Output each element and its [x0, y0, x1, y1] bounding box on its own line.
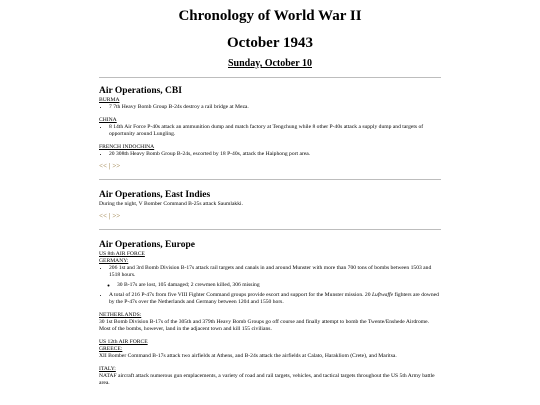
- link-china[interactable]: CHINA: [99, 117, 117, 123]
- prev-arrow-icon[interactable]: <<: [99, 211, 107, 220]
- nav-separator: |: [108, 211, 111, 220]
- link-8th-air-force[interactable]: US 8th AIR FORCE: [99, 251, 145, 257]
- section-heading-east-indies: Air Operations, East Indies: [99, 190, 211, 200]
- list-germany-sub: [99, 282, 441, 289]
- section-heading-europe: Air Operations, Europe: [99, 240, 195, 250]
- list-french-indochina: [99, 151, 441, 158]
- link-12th-air-force[interactable]: US 12th AIR FORCE: [99, 339, 148, 345]
- list-item: • 7 7th Heavy Bomb Group B-24s destroy a rail bridge at Meza.: [109, 104, 441, 111]
- italy-text: NATAF aircraft attack numerous gun emplacements, a variety of road and rail targets, vehicles, and tactical targets throughout the US 5th Army battle area.: [99, 373, 435, 386]
- nav-arrows-cbi: [99, 161, 441, 171]
- link-french-indochina[interactable]: FRENCH INDOCHINA: [99, 144, 155, 150]
- list-china: [99, 124, 441, 138]
- section-divider: [99, 229, 441, 230]
- list-burma: [99, 104, 441, 111]
- list-item: [109, 292, 441, 306]
- prev-arrow-icon[interactable]: <<: [99, 161, 107, 170]
- list-germany-fighters: [99, 292, 441, 306]
- content: [99, 86, 441, 387]
- nav-separator: |: [108, 161, 111, 170]
- link-burma[interactable]: BURMA: [99, 97, 120, 103]
- list-item: ◦ 30 B-17s are lost, 105 damaged; 2 crewmen killed, 306 missing: [117, 282, 441, 289]
- section-divider: [99, 179, 441, 180]
- nav-arrows-east-indies: [99, 211, 441, 221]
- east-indies-text: During the night, V Bomber Command B-25s attack Saumlakki.: [99, 201, 243, 207]
- text-run-italic: Luftwaffe: [371, 292, 394, 298]
- text-run: fighters are downed by the P-47s over the Netherlands and Germany between 1204 and 1550 hors.: [109, 292, 439, 305]
- netherlands-text: 30 1st Bomb Division B-17s of the 305th and 379th Heavy Bomb Groups go off course and finally attempt to bomb the Twente/Enshede Airdrome. Most of the bombs, however, land in the adjacent town and kill 155 civilians.: [99, 319, 430, 332]
- list-germany: [99, 265, 441, 279]
- next-arrow-icon[interactable]: >>: [112, 211, 121, 220]
- top-divider: [99, 77, 441, 78]
- section-heading-cbi: Air Operations, CBI: [99, 86, 182, 96]
- next-arrow-icon[interactable]: >>: [112, 161, 121, 170]
- link-germany[interactable]: GERMANY:: [99, 258, 129, 264]
- greece-text: XII Bomber Command B-17s attack two airfields at Athens, and B-24s attack the airfields at Calato, Harakliom (Crete), and Maritsa.: [99, 353, 397, 359]
- month-title: October 1943: [227, 35, 313, 51]
- list-item: • 20 308th Heavy Bomb Group B-24s, escorted by 18 P-40s, attack the Haiphong port area.: [109, 151, 441, 158]
- link-italy[interactable]: ITALY:: [99, 366, 116, 372]
- page-title: Chronology of World War II: [178, 8, 362, 24]
- list-item: • 8 14th Air Force P-40s attack an ammunition dump and match factory at Tengchung while 8 other P-40s attack a supply dump and targets of opportunity around Lungling.: [109, 124, 441, 138]
- date-title: Sunday, October 10: [228, 58, 312, 69]
- link-greece[interactable]: GREECE:: [99, 346, 123, 352]
- link-netherlands[interactable]: NETHERLANDS:: [99, 312, 142, 318]
- list-item: • 206 1st and 3rd Bomb Division B-17s attack rail targets and canals in and around Munster with more than 700 tons of bombs between 1503 and 1518 hours.: [109, 265, 441, 279]
- text-run: A total of 216 P-47s from five VIII Fighter Command groups provide escort and support for the Munster mission. 20: [109, 292, 372, 298]
